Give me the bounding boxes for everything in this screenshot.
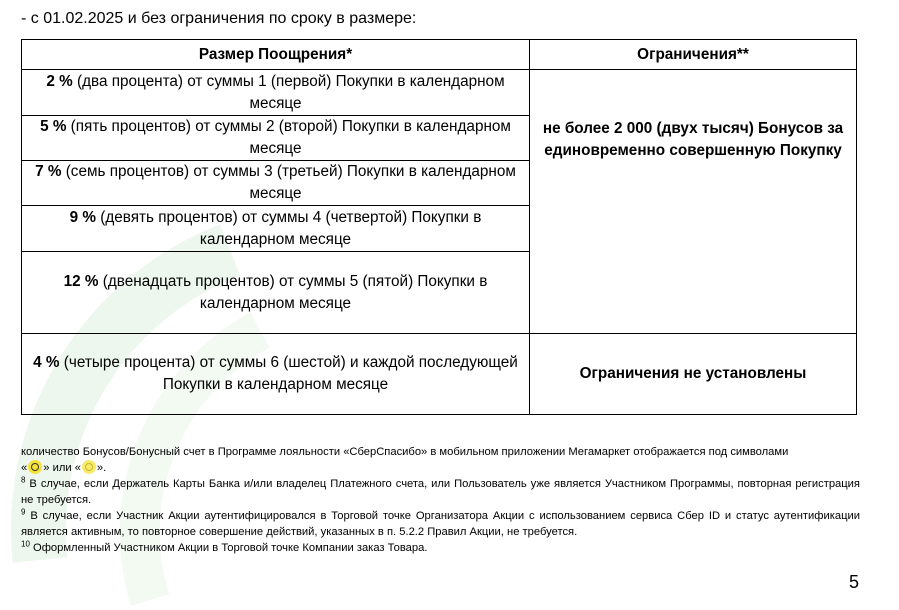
reward-description: (пять процентов) от суммы 2 (второй) Покупки в календарном месяце (66, 118, 511, 157)
reward-cell (22, 161, 530, 206)
table-row (22, 334, 857, 415)
reward-percent: 12 % (63, 272, 99, 290)
footnotes (21, 444, 860, 556)
reward-percent: 2 % (46, 72, 73, 90)
limit-cell (530, 70, 857, 334)
reward-percent: 5 % (40, 118, 67, 135)
reward-percent: 7 % (35, 163, 62, 180)
spasibo-coin-dark-icon (28, 460, 42, 474)
header-limits: Ограничения** (530, 40, 857, 70)
footnote-continued: количество Бонусов/Бонусный счет в Программе лояльности «СберСпасибо» в мобильном приложении Мегамаркет отображается под символами « » или « ». (21, 446, 789, 474)
reward-percent: 9 % (69, 208, 97, 226)
header-reward-size: Размер Поощрения* (22, 40, 530, 70)
reward-percent: 4 % (33, 354, 60, 371)
reward-description: (двенадцать процентов) от суммы 5 (пятой) Покупки в календарном месяце (98, 272, 488, 312)
limit-text: не более 2 000 (двух тысяч) Бонусов за единовременно совершенную Покупку (542, 120, 844, 159)
reward-description: (два процента) от суммы 1 (первой) Покупки в календарном месяце (72, 72, 505, 112)
reward-cell (22, 70, 530, 116)
limit-text: Ограничения не установлены (579, 365, 807, 382)
limit-cell (530, 334, 857, 415)
intro-text: - с 01.02.2025 и без ограничения по сроку в размере: (21, 10, 417, 27)
reward-description: (семь процентов) от суммы 3 (третьей) Покупки в календарном месяце (61, 163, 516, 202)
page-number: 5 (848, 572, 859, 592)
reward-description: (девять процентов) от суммы 4 (четвертой) Покупки в календарном месяце (96, 208, 482, 248)
spasibo-coin-light-icon (82, 460, 96, 474)
reward-description: (четыре процента) от суммы 6 (шестой) и каждой последующей Покупки в календарном месяце (59, 354, 518, 393)
bonus-table (21, 39, 857, 415)
footnote-8: $^8$ В случае, если Держатель Карты Банка и/или владелец Платежного счета, или Пользователь уже является Участником Программы, повторная регистрация не требуется. (21, 475, 860, 506)
reward-cell (22, 334, 530, 415)
reward-cell (22, 116, 530, 161)
footnote-9: $^9$ В случае, если Участник Акции аутентифицировался в Торговой точке Организатора Акции с использованием сервиса Сбер ID и статус аутентификации является активным, то повторное совершение действий, указанных в п. 5.2.2 Правил Акции, не требуется. (21, 507, 860, 538)
footnote-10: $^{10}$ Оформленный Участником Акции в Торговой точке Компании заказ Товара. (21, 539, 428, 554)
reward-cell (22, 206, 530, 252)
table-row (22, 70, 857, 116)
reward-cell (22, 252, 530, 334)
table-header-row (22, 40, 857, 70)
